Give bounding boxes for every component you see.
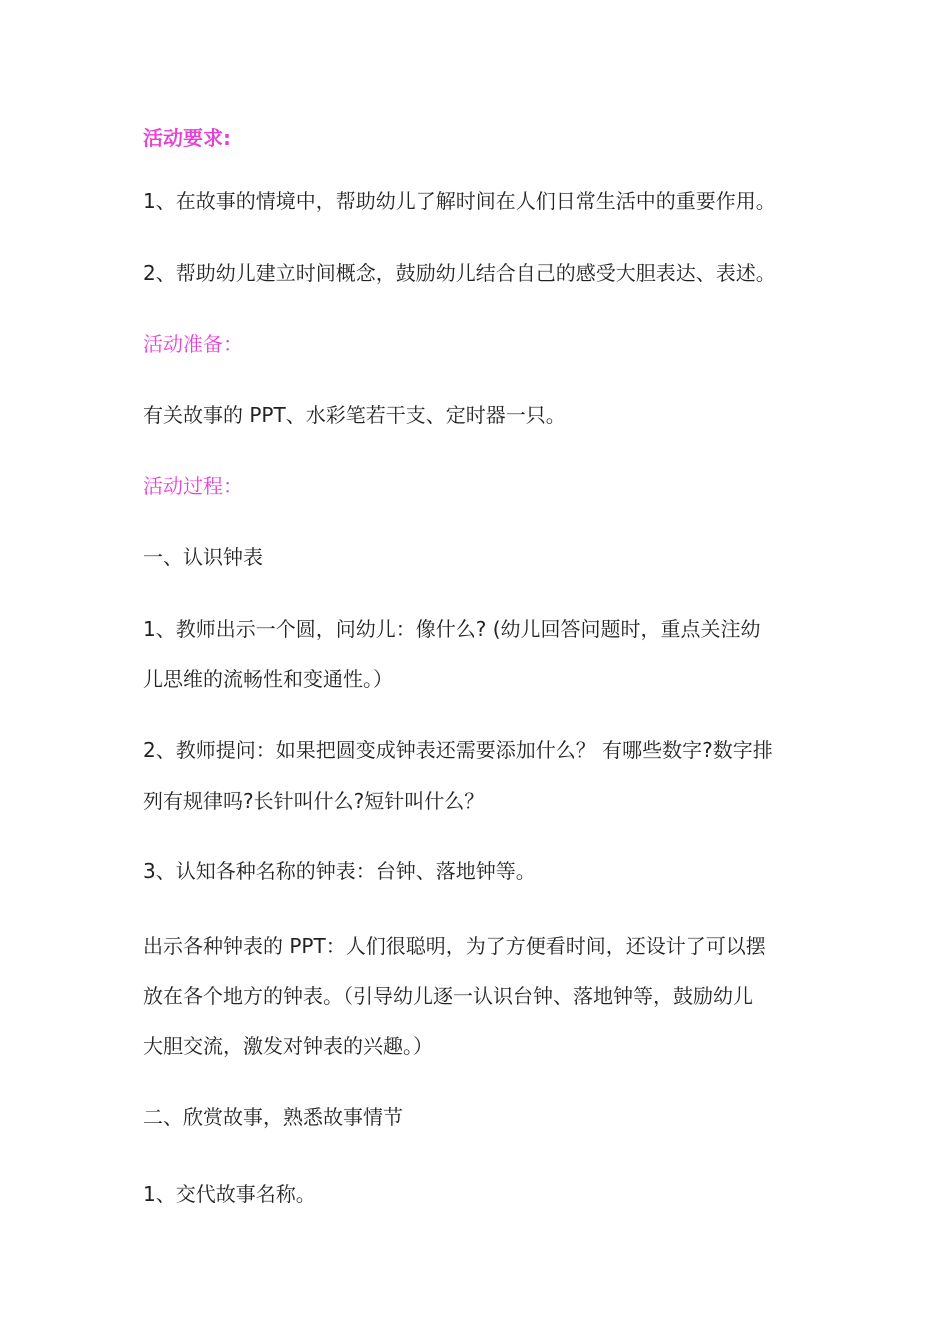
process-item-2-line-2: 列有规律吗?长针叫什么?短针叫什么？ <box>143 789 485 813</box>
process-item-2-line-1: 2、教师提问：如果把圆变成钟表还需要添加什么？ 有哪些数字?数字排 <box>143 738 773 762</box>
ppt-paragraph-line-2: 放在各个地方的钟表。（引导幼儿逐一认识台钟、落地钟等，鼓励幼儿 <box>143 984 753 1008</box>
heading-activity-requirements: 活动要求: <box>143 126 231 150</box>
heading-activity-process: 活动过程： <box>143 474 243 498</box>
requirement-item-2: 2、帮助幼儿建立时间概念，鼓励幼儿结合自己的感受大胆表达、表述。 <box>143 261 776 285</box>
ppt-paragraph-line-3: 大胆交流，激发对钟表的兴趣。） <box>143 1034 433 1058</box>
process-item-1-line-1: 1、教师出示一个圆，问幼儿：像什么? (幼儿回答问题时，重点关注幼 <box>143 617 761 641</box>
section-2-title: 二、欣赏故事，熟悉故事情节 <box>143 1105 403 1129</box>
preparation-text: 有关故事的 PPT、水彩笔若干支、定时器一只。 <box>143 403 566 427</box>
ppt-paragraph-line-1: 出示各种钟表的 PPT：人们很聪明，为了方便看时间，还设计了可以摆 <box>143 934 766 958</box>
requirement-item-1: 1、在故事的情境中，帮助幼儿了解时间在人们日常生活中的重要作用。 <box>143 189 776 213</box>
process-item-3: 3、认知各种名称的钟表：台钟、落地钟等。 <box>143 859 536 883</box>
process-item-1-line-2: 儿思维的流畅性和变通性。） <box>143 667 393 691</box>
heading-activity-preparation: 活动准备： <box>143 332 243 356</box>
section-2-item-1: 1、交代故事名称。 <box>143 1182 316 1206</box>
section-1-title: 一、认识钟表 <box>143 545 263 569</box>
